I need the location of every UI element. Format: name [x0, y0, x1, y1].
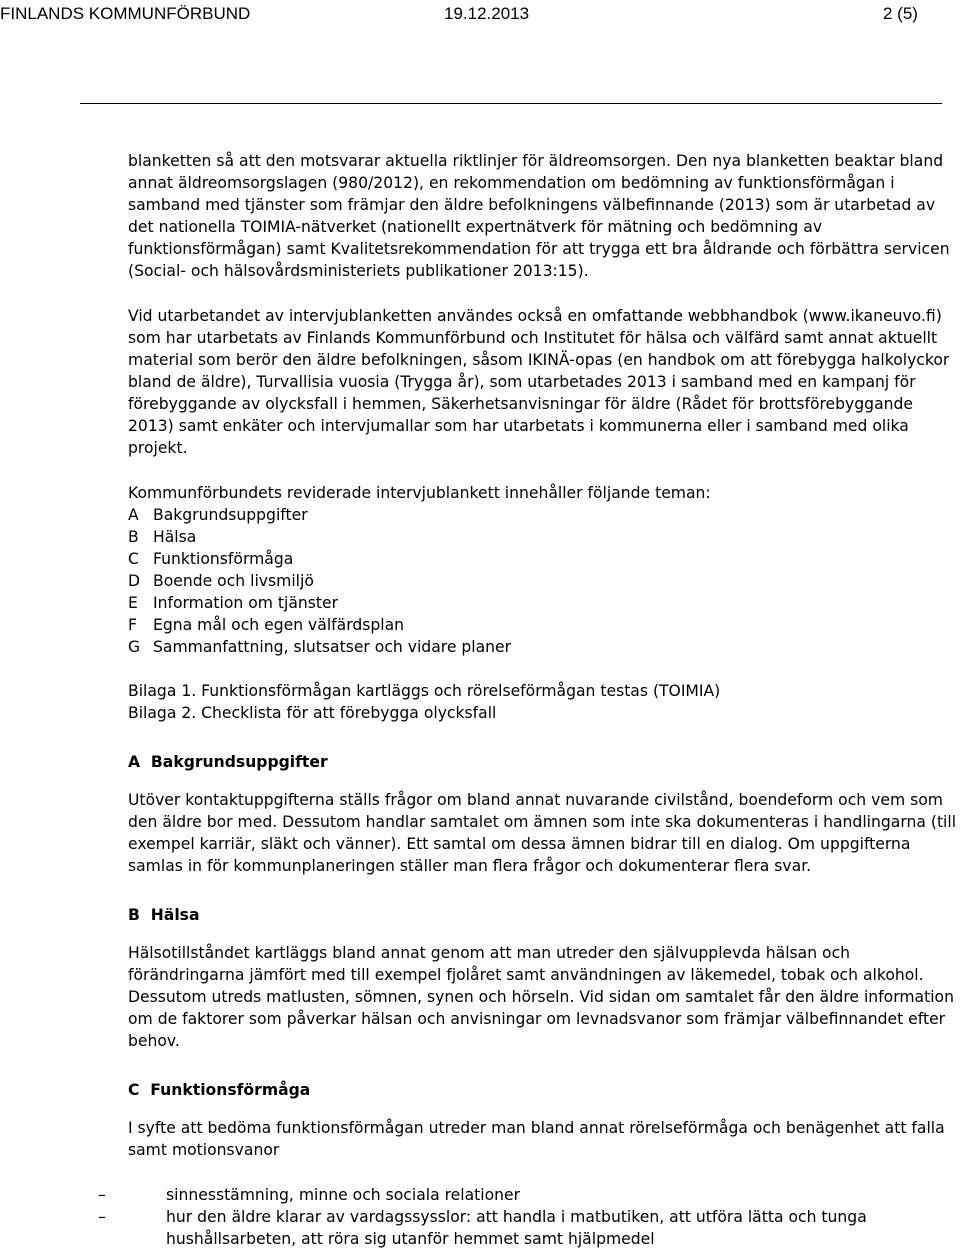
- theme-key: C: [128, 550, 139, 568]
- appendix-item: Bilaga 1. Funktionsförmågan kartläggs och rörelseförmågan testas (TOIMIA): [128, 682, 721, 700]
- themes-list: [128, 504, 958, 658]
- theme-key: D: [128, 572, 141, 590]
- theme-key: B: [128, 528, 139, 546]
- theme-item: [128, 570, 958, 592]
- list-item-text: sinnesstämning, minne och sociala relationer: [166, 1186, 521, 1204]
- header-organization: FINLANDS KOMMUNFÖRBUND: [0, 4, 251, 23]
- theme-text: Sammanfattning, slutsatser och vidare planer: [153, 638, 512, 656]
- theme-key: G: [128, 638, 141, 656]
- page-header: [0, 4, 960, 24]
- appendix-list: [128, 680, 958, 724]
- document-body: [98, 150, 958, 1250]
- theme-key: A: [128, 506, 139, 524]
- theme-key: E: [128, 594, 138, 612]
- header-date: 19.12.2013: [444, 4, 530, 23]
- theme-item: [128, 548, 958, 570]
- section-c-text: I syfte att bedöma funktionsförmågan utreder man bland annat rörelseförmåga och benägenhet att falla samt motionsvanor: [128, 1119, 945, 1159]
- dash-marker: –: [98, 1208, 106, 1226]
- appendix-item: Bilaga 2. Checklista för att förebygga olycksfall: [128, 704, 497, 722]
- theme-item: [128, 614, 958, 636]
- list-item: [98, 1184, 958, 1206]
- header-page-number: 2 (5): [883, 4, 918, 23]
- theme-text: Egna mål och egen välfärdsplan: [153, 616, 405, 634]
- theme-text: Information om tjänster: [153, 594, 339, 612]
- section-b-text: Hälsotillståndet kartläggs bland annat genom att man utreder den självupplevda hälsan och förändringarna jämfört med till exempel fjolåret samt användningen av läkemedel, tobak och alkohol. Dessutom utreds matlusten, sömnen, synen och hörseln. Vid sidan om samtalet får den äldre information om de faktorer som påverkar hälsan och anvisningar om levnadsvanor som främjar välbefinnandet efter behov.: [128, 944, 954, 1050]
- theme-text: Boende och livsmiljö: [153, 572, 314, 590]
- theme-key: F: [128, 616, 137, 634]
- list-item: [98, 1206, 958, 1250]
- header-divider: [80, 103, 942, 104]
- section-b-heading: B Hälsa: [128, 906, 200, 924]
- section-c-bullet-list: [98, 1184, 958, 1250]
- section-a-text: Utöver kontaktuppgifterna ställs frågor om bland annat nuvarande civilstånd, boendeform och vem som den äldre bor med. Dessutom handlar samtalet om ämnen som inte ska dokumenteras i handlingarna (till exempel karriär, släkt och vänner). Ett samtal om dessa ämnen bidrar till en dialog. Om uppgifterna samlas in för kommunplaneringen ställer man flera frågor och dokumenterar flera svar.: [128, 791, 957, 875]
- section-a-heading: A Bakgrundsuppgifter: [128, 753, 328, 771]
- themes-intro: Kommunförbundets reviderade intervjublankett innehåller följande teman:: [128, 484, 711, 502]
- theme-item: [128, 592, 958, 614]
- theme-text: Hälsa: [153, 528, 197, 546]
- dash-marker: –: [98, 1186, 106, 1204]
- theme-item: [128, 636, 958, 658]
- section-c-heading: C Funktionsförmåga: [128, 1081, 311, 1099]
- theme-text: Bakgrundsuppgifter: [153, 506, 308, 524]
- theme-text: Funktionsförmåga: [153, 550, 294, 568]
- theme-item: [128, 504, 958, 526]
- intro-paragraph-2: Vid utarbetandet av intervjublanketten användes också en omfattande webbhandbok (www.ikaneuvo.fi) som har utarbetats av Finlands Kommunförbund och Institutet för hälsa och välfärd samt annat aktuellt material som berör den äldre befolkningen, såsom IKINÄ-opas (en handbok om att förebygga halkolyckor bland de äldre), Turvallisia vuosia (Trygga år), som utarbetades 2013 i samband med en kampanj för förebyggande av olycksfall i hemmen, Säkerhetsanvisningar för äldre (Rådet för brottsförebyggande 2013) samt enkäter och intervjumallar som har utarbetats i kommunerna eller i samband med olika projekt.: [128, 307, 950, 457]
- intro-paragraph-1: blanketten så att den motsvarar aktuella riktlinjer för äldreomsorgen. Den nya blanketten beaktar bland annat äldreomsorgslagen (980/2012), en rekommendation om bedömning av funktionsförmågan i samband med tjänster som främjar den äldre befolkningens välbefinnande (2013) som är utarbetad av det nationella TOIMIA-nätverket (nationellt expertnätverk för mätning och bedömning av funktionsförmågan) samt Kvalitetsrekommendation för att trygga ett bra åldrande och förbättra servicen (Social- och hälsovårdsministeriets publikationer 2013:15).: [128, 152, 950, 280]
- list-item-text: hur den äldre klarar av vardagssysslor: att handla i matbutiken, att utföra lätta och tunga hushållsarbeten, att röra sig utanför hemmet samt hjälpmedel: [166, 1208, 867, 1248]
- theme-item: [128, 526, 958, 548]
